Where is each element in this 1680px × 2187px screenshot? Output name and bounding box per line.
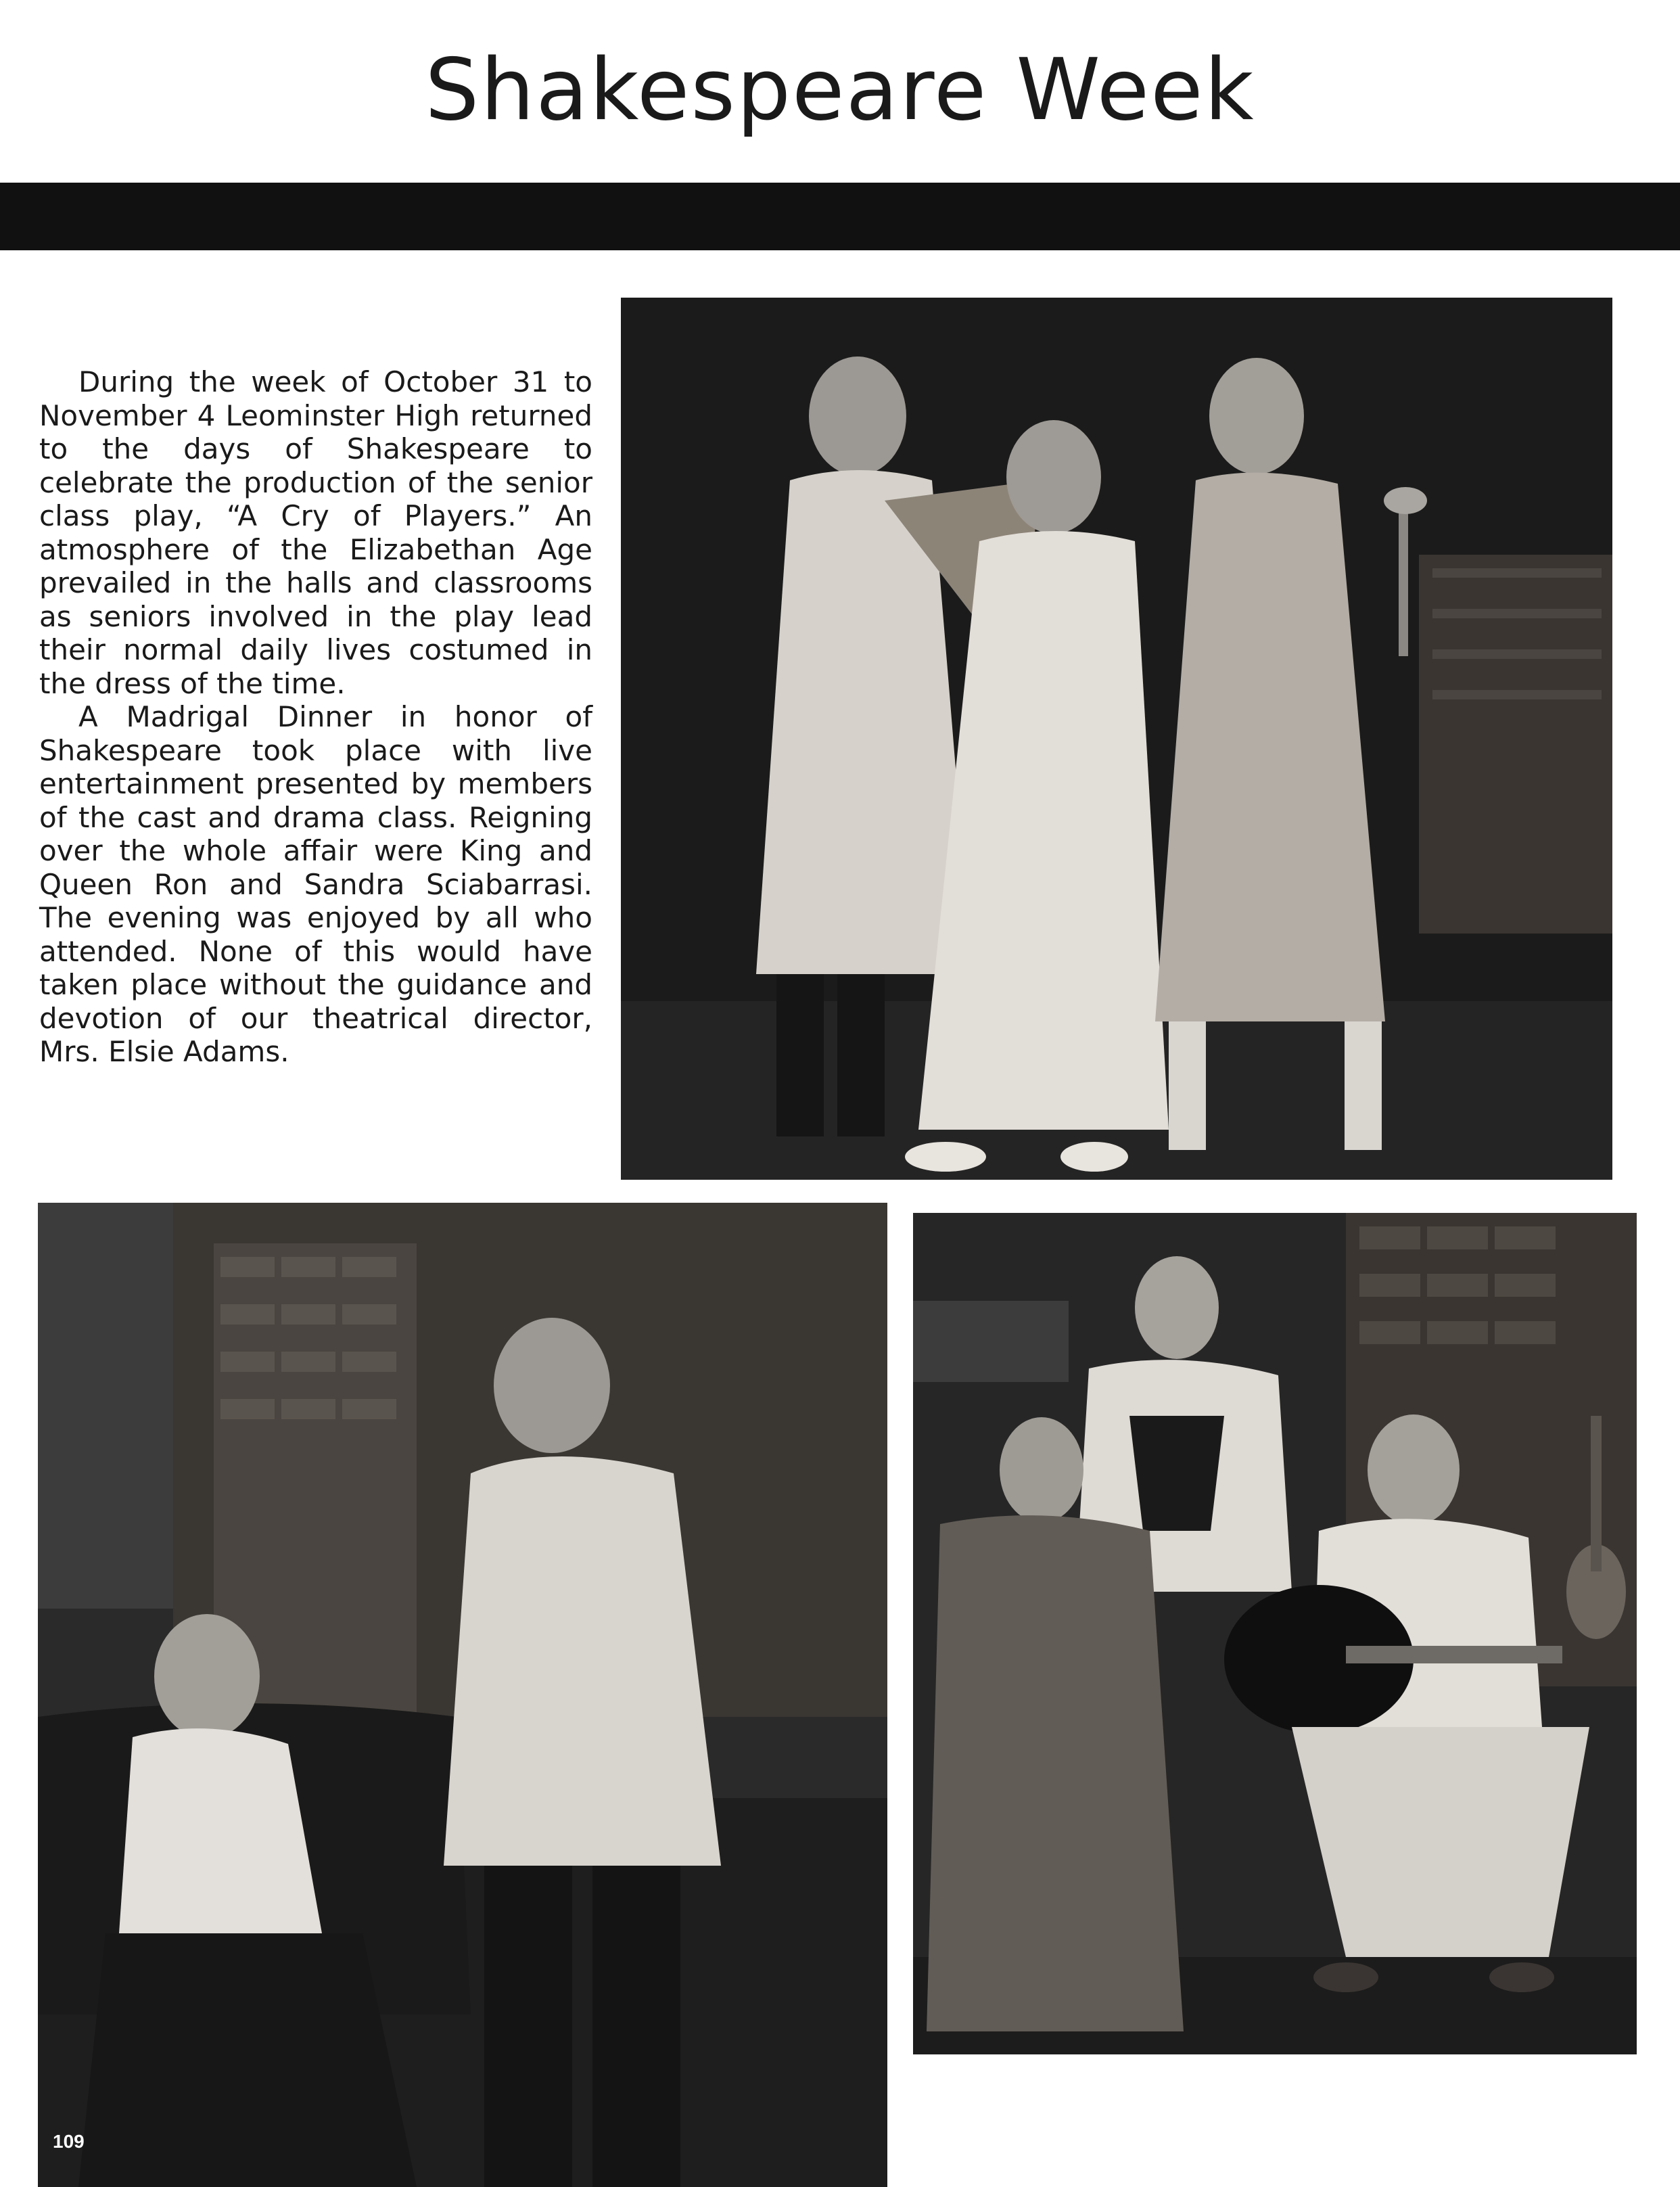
page-number: 109 xyxy=(53,2131,85,2152)
photo-three-costumed-women xyxy=(621,298,1612,1180)
article-paragraph: During the week of October 31 to November 4 Leominster High returned to the days of Shakespeare to celebrate the production of the senior class play, “A Cry of Players.” An atmosphere of the Elizabethan Age prevailed in the halls and classrooms as seniors involved in the play lead their normal daily lives costumed in the dress of the time. xyxy=(39,365,592,700)
article-paragraph: A Madrigal Dinner in honor of Shakespeare took place with live entertainment presented by members of the cast and drama class. Reigning over the whole affair were King and Queen Ron and Sandra Sciabarrasi. The evening was enjoyed by all who attended. None of this would have taken place without the guidance and devotion of our theatrical director, Mrs. Elsie Adams. xyxy=(39,700,592,1068)
article-text xyxy=(39,365,592,1069)
photo-guitar-player-group xyxy=(913,1213,1637,2054)
page-title: Shakespeare Week xyxy=(425,40,1255,139)
title-rule xyxy=(0,183,1680,250)
photo-woman-and-man xyxy=(38,1203,887,2187)
